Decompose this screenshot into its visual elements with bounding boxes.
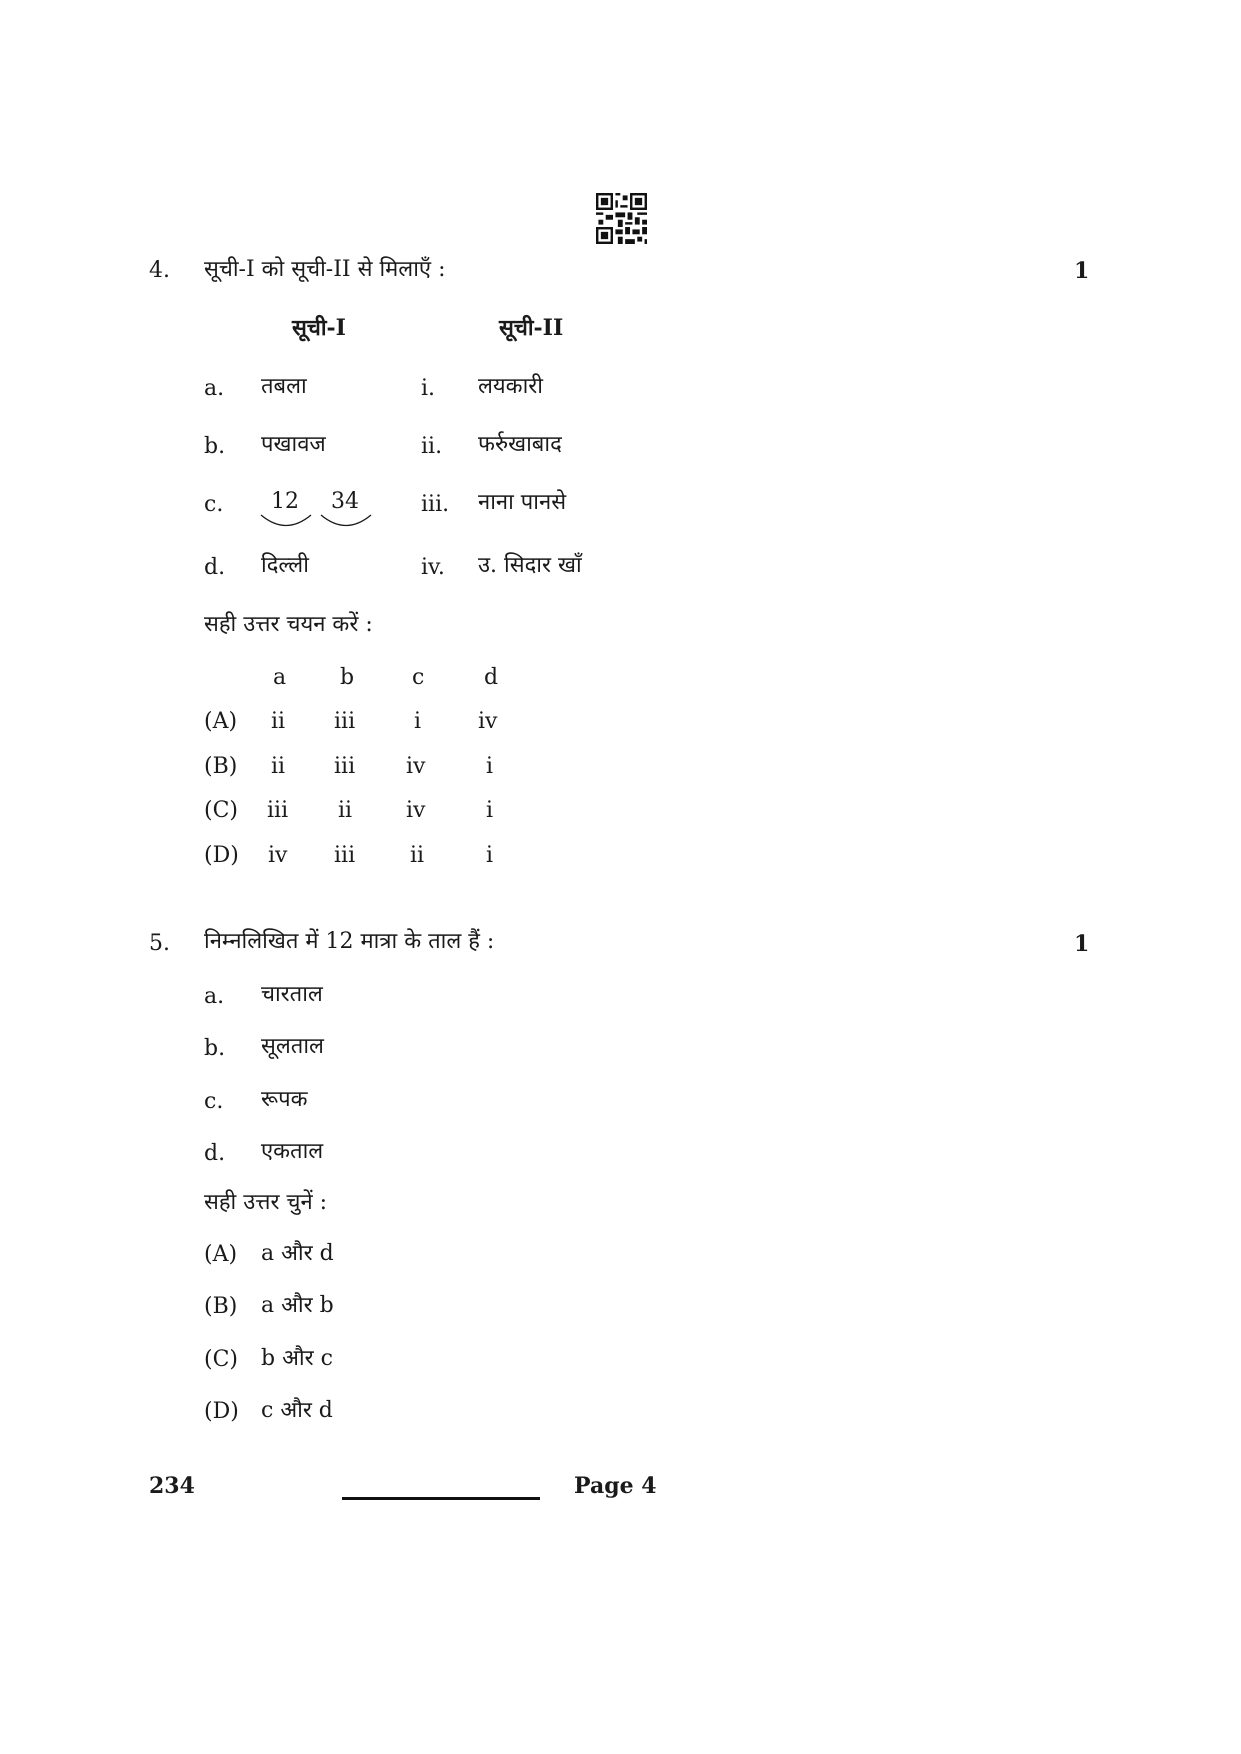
option-label: (C) — [204, 798, 238, 823]
item-value: एकताल — [261, 1139, 324, 1164]
option-cell: iii — [267, 798, 289, 823]
option-text: b और c — [261, 1346, 333, 1371]
list2-item-label: iii. — [421, 492, 450, 517]
item-value: सूलताल — [261, 1034, 324, 1059]
list2-heading: सूची-II — [499, 315, 564, 341]
item-label: c. — [204, 1089, 224, 1114]
option-label: (D) — [204, 843, 239, 868]
instruction: सही उत्तर चुनें : — [204, 1190, 328, 1215]
rhythm-number: 34 — [331, 489, 359, 514]
table-header: b — [340, 665, 355, 690]
question-stem: निम्नलिखित में 12 मात्रा के ताल हैं : — [204, 929, 495, 954]
instruction: सही उत्तर चयन करें : — [204, 612, 373, 637]
item-label: d. — [204, 1141, 226, 1166]
item-label: a. — [204, 984, 225, 1009]
option-text: a और b — [261, 1293, 334, 1318]
list2-item-value: लयकारी — [478, 374, 543, 399]
item-value: चारताल — [261, 982, 323, 1007]
option-cell: i — [486, 754, 494, 779]
list1-item-label: a. — [204, 376, 225, 401]
footer-rule — [342, 1497, 540, 1500]
table-header: a — [273, 665, 287, 690]
list1-item-label: d. — [204, 555, 226, 580]
table-header: c — [412, 665, 425, 690]
list2-item-value: फर्रुखाबाद — [478, 432, 562, 457]
question-marks: 1 — [1074, 258, 1090, 284]
list1-item-value: पखावज — [261, 432, 326, 457]
list2-item-label: i. — [421, 376, 436, 401]
list1-item-value: तबला — [261, 374, 307, 399]
option-cell: ii — [271, 754, 286, 779]
option-cell: iv — [478, 709, 498, 734]
option-cell: ii — [410, 843, 425, 868]
slur-marks — [258, 512, 374, 530]
item-label: b. — [204, 1036, 226, 1061]
option-cell: iii — [334, 709, 356, 734]
list1-heading: सूची-I — [292, 315, 346, 341]
list2-item-label: iv. — [421, 555, 445, 580]
list2-item-value: उ. सिदार खाँ — [478, 553, 582, 578]
option-text: c और d — [261, 1398, 333, 1423]
qr-code — [596, 193, 647, 244]
question-number: 5. — [149, 931, 170, 956]
list2-item-value: नाना पानसे — [478, 490, 567, 515]
option-cell: iii — [334, 843, 356, 868]
option-cell: i — [486, 843, 494, 868]
list1-item-label: b. — [204, 434, 226, 459]
option-cell: ii — [338, 798, 353, 823]
list1-item-label: c. — [204, 492, 224, 517]
option-cell: ii — [271, 709, 286, 734]
option-cell: iv — [268, 843, 288, 868]
question-stem: सूची-I को सूची-II से मिलाएँ : — [204, 257, 446, 282]
option-label: (B) — [204, 754, 238, 779]
option-label: (C) — [204, 1347, 238, 1372]
option-cell: iii — [334, 754, 356, 779]
paper-code: 234 — [149, 1473, 195, 1499]
option-label: (A) — [204, 1242, 238, 1267]
rhythm-number: 12 — [271, 489, 299, 514]
option-cell: i — [414, 709, 422, 734]
question-marks: 1 — [1074, 931, 1090, 957]
option-text: a और d — [261, 1241, 334, 1266]
option-label: (A) — [204, 709, 238, 734]
list2-item-label: ii. — [421, 434, 443, 459]
item-value: रूपक — [261, 1087, 308, 1112]
list1-item-value: दिल्ली — [261, 553, 309, 578]
question-number: 4. — [149, 258, 170, 283]
option-cell: iv — [406, 754, 426, 779]
option-cell: i — [486, 798, 494, 823]
table-header: d — [484, 665, 499, 690]
option-cell: iv — [406, 798, 426, 823]
page-number: Page 4 — [574, 1473, 657, 1499]
option-label: (B) — [204, 1294, 238, 1319]
option-label: (D) — [204, 1399, 239, 1424]
